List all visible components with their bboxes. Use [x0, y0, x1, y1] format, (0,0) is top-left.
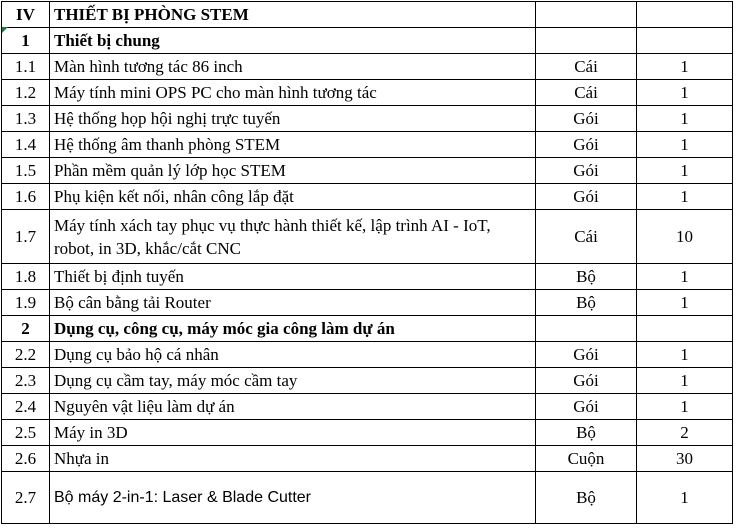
empty-cell[interactable] [637, 28, 733, 54]
item-unit[interactable]: Gói [536, 368, 637, 394]
item-quantity[interactable]: 1 [637, 264, 733, 290]
item-number[interactable]: 1.1 [2, 54, 50, 80]
item-name[interactable]: Dụng cụ cầm tay, máy móc cầm tay [50, 368, 536, 394]
item-unit[interactable]: Cái [536, 80, 637, 106]
table-row [2, 106, 733, 132]
item-name[interactable]: Màn hình tương tác 86 inch [50, 54, 536, 80]
item-name[interactable]: Máy tính xách tay phục vụ thực hành thiết kế, lập trình AI - IoT, robot, in 3D, khắc/cắt CNC [50, 210, 536, 264]
item-name[interactable]: Hệ thống âm thanh phòng STEM [50, 132, 536, 158]
item-number[interactable]: 2.3 [2, 368, 50, 394]
group-title[interactable]: Thiết bị chung [50, 28, 536, 54]
item-name[interactable]: Bộ máy 2-in-1: Laser & Blade Cutter [50, 472, 536, 524]
item-unit[interactable]: Bộ [536, 472, 637, 524]
table-row [2, 54, 733, 80]
table-row [2, 342, 733, 368]
item-name[interactable]: Bộ cân bằng tải Router [50, 290, 536, 316]
table-row [2, 394, 733, 420]
item-unit[interactable]: Cái [536, 210, 637, 264]
item-number[interactable]: 1.2 [2, 80, 50, 106]
table-row [2, 132, 733, 158]
group-title[interactable]: Dụng cụ, công cụ, máy móc gia công làm dự án [50, 316, 536, 342]
group-number[interactable]: 1 [2, 28, 50, 54]
item-name[interactable]: Phụ kiện kết nối, nhân công lắp đặt [50, 184, 536, 210]
item-name[interactable]: Phần mềm quản lý lớp học STEM [50, 158, 536, 184]
item-number[interactable]: 1.4 [2, 132, 50, 158]
item-unit[interactable]: Cuộn [536, 446, 637, 472]
item-unit[interactable]: Bộ [536, 290, 637, 316]
item-number[interactable]: 2.2 [2, 342, 50, 368]
item-number[interactable]: 1.6 [2, 184, 50, 210]
item-quantity[interactable]: 1 [637, 368, 733, 394]
table-row [2, 446, 733, 472]
item-name[interactable]: Máy in 3D [50, 420, 536, 446]
empty-cell[interactable] [536, 316, 637, 342]
group-number[interactable]: 2 [2, 316, 50, 342]
table-row [2, 472, 733, 524]
item-unit[interactable]: Cái [536, 54, 637, 80]
empty-cell[interactable] [637, 316, 733, 342]
item-name[interactable]: Máy tính mini OPS PC cho màn hình tương tác [50, 80, 536, 106]
table-row [2, 290, 733, 316]
item-unit[interactable]: Gói [536, 158, 637, 184]
item-quantity[interactable]: 10 [637, 210, 733, 264]
empty-cell[interactable] [637, 2, 733, 28]
cell-indicator-icon [2, 27, 8, 33]
item-name[interactable]: Hệ thống họp hội nghị trực tuyến [50, 106, 536, 132]
item-quantity[interactable]: 2 [637, 420, 733, 446]
section-number[interactable]: IV [2, 2, 50, 28]
item-quantity[interactable]: 1 [637, 394, 733, 420]
item-quantity[interactable]: 1 [637, 54, 733, 80]
table-row [2, 210, 733, 264]
item-quantity[interactable]: 1 [637, 132, 733, 158]
table-row [2, 80, 733, 106]
item-quantity[interactable]: 1 [637, 158, 733, 184]
item-number[interactable]: 2.6 [2, 446, 50, 472]
item-number[interactable]: 2.5 [2, 420, 50, 446]
item-name[interactable]: Thiết bị định tuyến [50, 264, 536, 290]
group-row [2, 316, 733, 342]
table-row [2, 184, 733, 210]
item-quantity[interactable]: 1 [637, 80, 733, 106]
item-unit[interactable]: Bộ [536, 264, 637, 290]
item-unit[interactable]: Gói [536, 132, 637, 158]
item-number[interactable]: 1.3 [2, 106, 50, 132]
section-header-row [2, 2, 733, 28]
item-unit[interactable]: Bộ [536, 420, 637, 446]
item-quantity[interactable]: 1 [637, 106, 733, 132]
table-row [2, 158, 733, 184]
empty-cell[interactable] [536, 2, 637, 28]
item-unit[interactable]: Gói [536, 394, 637, 420]
section-title[interactable]: THIẾT BỊ PHÒNG STEM [50, 2, 536, 28]
equipment-table [1, 1, 733, 524]
item-quantity[interactable]: 1 [637, 184, 733, 210]
group-row [2, 28, 733, 54]
item-number[interactable]: 1.9 [2, 290, 50, 316]
table-row [2, 264, 733, 290]
item-number[interactable]: 1.7 [2, 210, 50, 264]
item-unit[interactable]: Gói [536, 106, 637, 132]
item-number[interactable]: 1.8 [2, 264, 50, 290]
item-number[interactable]: 1.5 [2, 158, 50, 184]
item-quantity[interactable]: 1 [637, 472, 733, 524]
table-row [2, 420, 733, 446]
item-number[interactable]: 2.4 [2, 394, 50, 420]
item-quantity[interactable]: 1 [637, 290, 733, 316]
item-name[interactable]: Nguyên vật liệu làm dự án [50, 394, 536, 420]
table-row [2, 368, 733, 394]
item-number[interactable]: 2.7 [2, 472, 50, 524]
item-quantity[interactable]: 30 [637, 446, 733, 472]
empty-cell[interactable] [536, 28, 637, 54]
item-name[interactable]: Dụng cụ bảo hộ cá nhân [50, 342, 536, 368]
item-name[interactable]: Nhựa in [50, 446, 536, 472]
item-unit[interactable]: Gói [536, 342, 637, 368]
item-unit[interactable]: Gói [536, 184, 637, 210]
item-quantity[interactable]: 1 [637, 342, 733, 368]
